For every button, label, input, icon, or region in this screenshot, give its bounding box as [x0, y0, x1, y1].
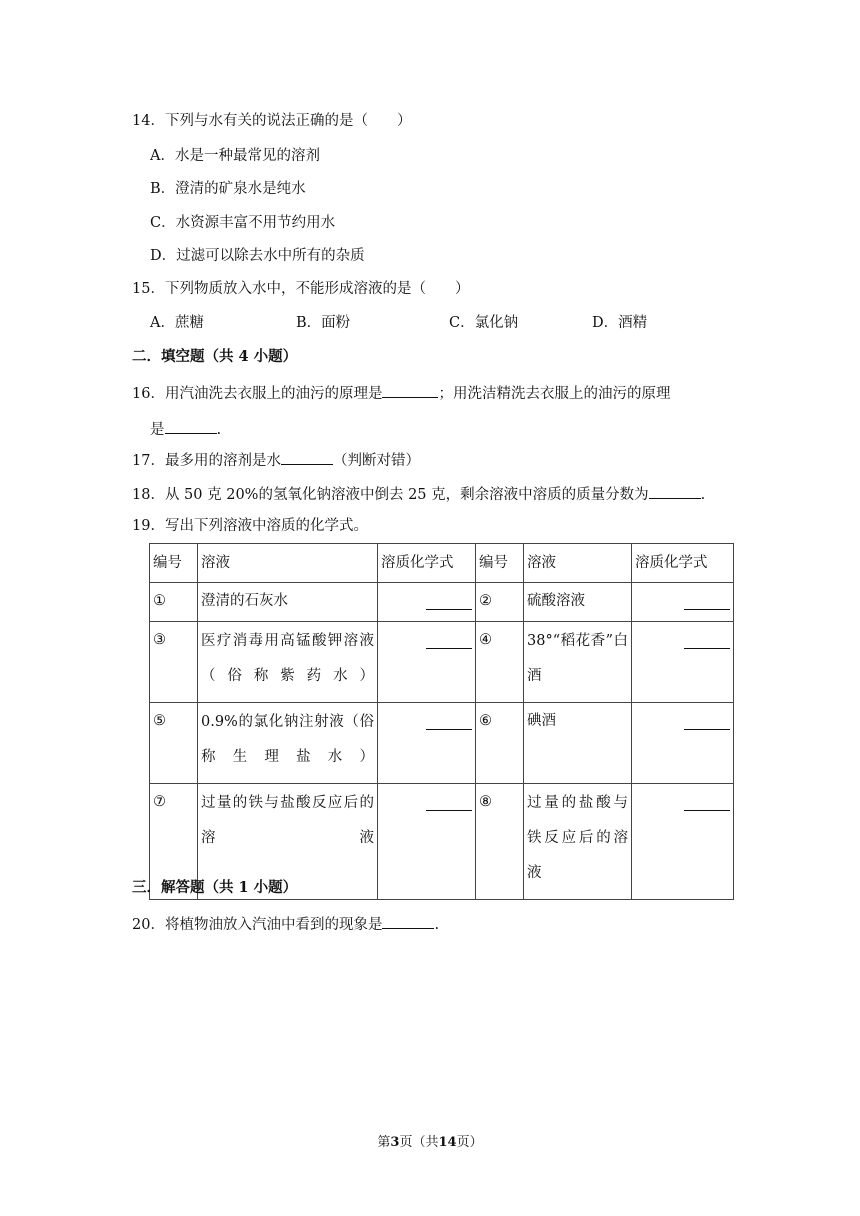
formula-answer-cell[interactable] [632, 583, 734, 622]
q19-stem: 19．写出下列溶液中溶质的化学式。 [132, 518, 368, 534]
header-number-1: 编号 [150, 544, 198, 583]
row-solution: 碘酒 [524, 703, 632, 784]
footer-pre: 第 [377, 1135, 391, 1150]
q16-text-3: 是 [150, 422, 165, 438]
q15-option-c: C．氯化钠 [449, 315, 519, 331]
q14-option-a: A．水是一种最常见的溶剂 [150, 148, 320, 164]
row-number: ① [150, 583, 198, 622]
row-solution: 澄清的石灰水 [198, 583, 378, 622]
answer-blank[interactable] [684, 595, 730, 610]
table-row [150, 622, 734, 703]
table-header-row [150, 544, 734, 583]
section-2-heading: 二．填空题（共 4 小题） [132, 348, 298, 365]
formula-answer-cell[interactable] [378, 622, 476, 703]
answer-blank[interactable] [426, 634, 472, 649]
footer-total-pages: 14 [438, 1135, 457, 1150]
q18-text: 18．从 50 克 20%的氢氧化钠溶液中倒去 25 克，剩余溶液中溶质的质量分数为 [132, 487, 649, 503]
q14-option-c: C．水资源丰富不用节约用水 [150, 215, 336, 231]
q17-text-1: 17．最多用的溶剂是水 [132, 453, 281, 469]
answer-blank[interactable] [426, 796, 472, 811]
row-solution: 0.9%的氯化钠注射液（俗称生理盐水） [198, 703, 378, 784]
answer-blank[interactable] [684, 715, 730, 730]
footer-page-number: 3 [390, 1135, 400, 1150]
section-3-heading: 三．解答题（共 1 小题） [132, 879, 298, 896]
formula-answer-cell[interactable] [632, 784, 734, 900]
row-number: ⑧ [476, 784, 524, 900]
q20-text: 20．将植物油放入汽油中看到的现象是 [132, 917, 383, 933]
header-formula-2: 溶质化学式 [632, 544, 734, 583]
formula-answer-cell[interactable] [378, 703, 476, 784]
row-solution: 过量的铁与盐酸反应后的溶液 [198, 784, 378, 900]
q16-text-1: 16．用汽油洗去衣服上的油污的原理是 [132, 386, 383, 402]
row-number: ⑤ [150, 703, 198, 784]
q17 [132, 449, 420, 471]
row-number: ⑦ [150, 784, 198, 900]
q18-end: . [700, 487, 706, 503]
table-row [150, 703, 734, 784]
q16 [132, 382, 732, 440]
q16-blank-1[interactable] [382, 382, 438, 398]
row-number: ③ [150, 622, 198, 703]
q20-blank[interactable] [382, 913, 434, 929]
q16-end: . [216, 422, 222, 438]
answer-blank[interactable] [684, 634, 730, 649]
formula-answer-cell[interactable] [632, 703, 734, 784]
header-solution-2: 溶液 [524, 544, 632, 583]
q16-blank-2[interactable] [165, 418, 217, 434]
row-solution: 过量的盐酸与铁反应后的溶液 [524, 784, 632, 900]
q14-option-d: D．过滤可以除去水中所有的杂质 [150, 248, 365, 264]
q18 [132, 483, 705, 505]
row-solution: 医疗消毒用高锰酸钾溶液（俗称紫药水） [198, 622, 378, 703]
q15-option-a: A．蔗糖 [150, 315, 204, 331]
q20 [132, 913, 439, 935]
q14-option-b: B．澄清的矿泉水是纯水 [150, 181, 306, 197]
q15-option-b: B．面粉 [296, 315, 351, 331]
answer-blank[interactable] [426, 595, 472, 610]
row-number: ⑥ [476, 703, 524, 784]
footer-mid: 页（共 [399, 1135, 439, 1150]
header-formula-1: 溶质化学式 [378, 544, 476, 583]
q15-stem: 15．下列物质放入水中，不能形成溶液的是（ ） [132, 281, 470, 297]
q14-stem: 14．下列与水有关的说法正确的是（ ） [132, 113, 412, 129]
q15-options [150, 313, 710, 333]
row-solution: 硫酸溶液 [524, 583, 632, 622]
q20-end: . [434, 917, 440, 933]
formula-answer-cell[interactable] [632, 622, 734, 703]
q18-blank[interactable] [649, 483, 701, 499]
formula-answer-cell[interactable] [378, 583, 476, 622]
solute-formula-table [149, 543, 734, 900]
header-solution-1: 溶液 [198, 544, 378, 583]
answer-blank[interactable] [684, 796, 730, 811]
answer-blank[interactable] [426, 715, 472, 730]
table-row [150, 583, 734, 622]
row-solution: 38°“稻花香”白酒 [524, 622, 632, 703]
row-number: ② [476, 583, 524, 622]
q16-text-2: ；用洗洁精洗去衣服上的油污的原理 [438, 386, 671, 402]
q17-text-2: （判断对错） [332, 453, 420, 469]
row-number: ④ [476, 622, 524, 703]
q17-blank[interactable] [281, 449, 333, 465]
header-number-2: 编号 [476, 544, 524, 583]
footer-post: 页） [456, 1135, 483, 1150]
q15-option-d: D．酒精 [592, 315, 648, 331]
formula-answer-cell[interactable] [378, 784, 476, 900]
page-footer [0, 1131, 860, 1150]
